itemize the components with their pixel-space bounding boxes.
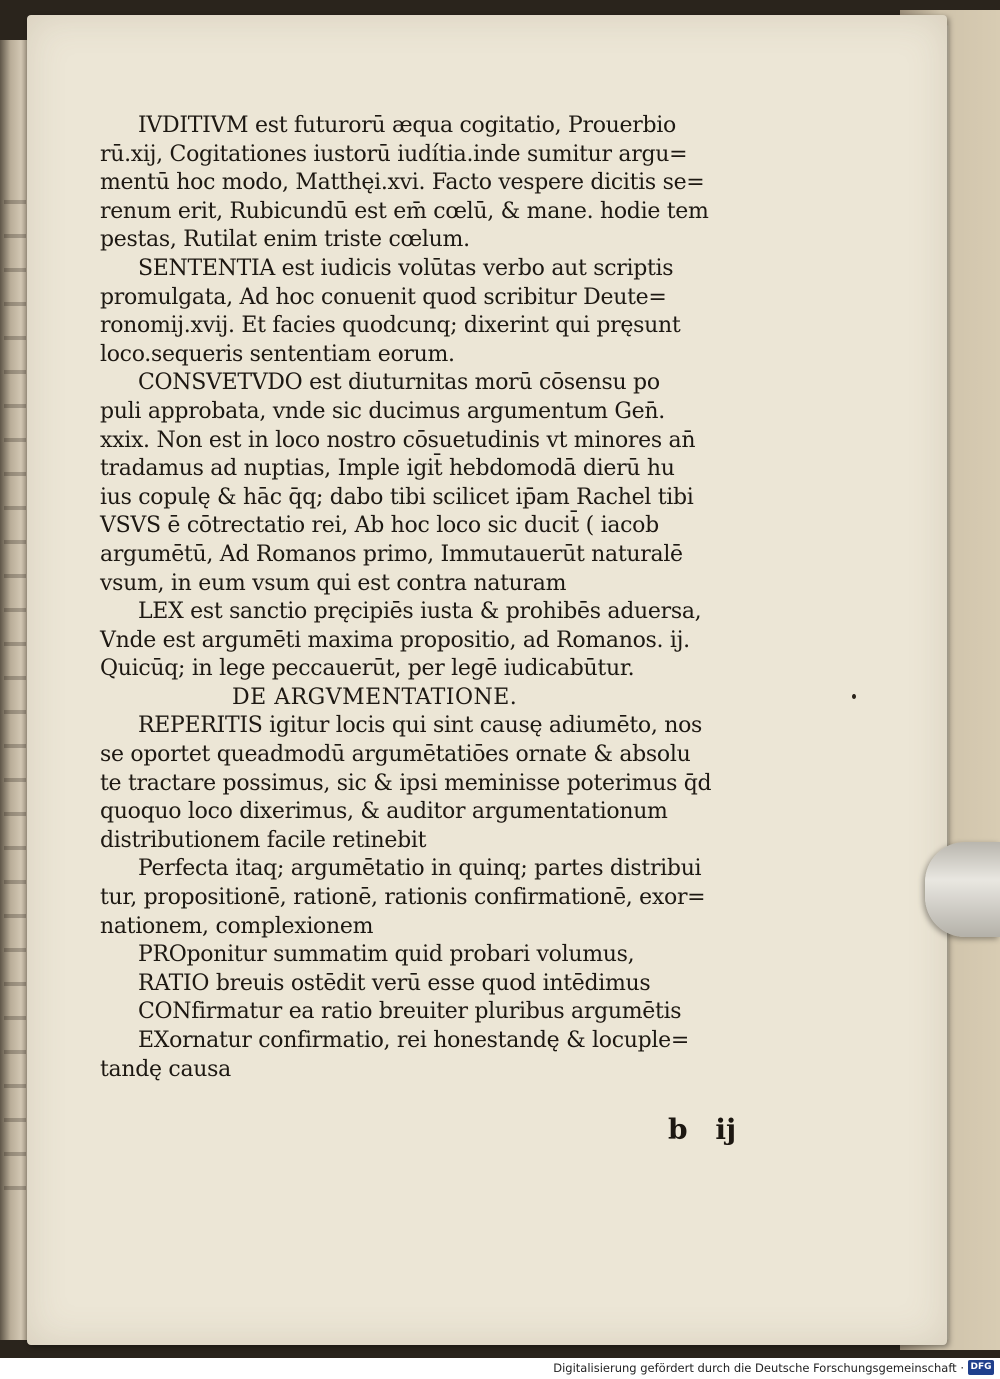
text-line: puli approbata, vnde sic ducimus argumentum Gen̄. xyxy=(100,398,665,424)
footer-credit: Digitalisierung gefördert durch die Deutsche Forschungsgemeinschaft · xyxy=(553,1361,964,1375)
text-line: nationem, complexionem xyxy=(100,913,374,939)
text-line: te tractare possimus, sic & ipsi meminisse poterimus q̄d xyxy=(100,770,712,796)
neighbor-page-edge xyxy=(0,40,30,1340)
text-line: Perfecta itaq; argumētatio in quinq; partes distribui xyxy=(138,856,702,882)
text-line: xxix. Non est in loco nostro cōsuetudinis vt minores an̄ xyxy=(100,427,696,453)
text-line: tandę causa xyxy=(100,1056,231,1082)
text-line: PROponitur summatim quid probari volumus, xyxy=(138,942,635,968)
text-line: rū.xij, Cogitationes iustorū iudítia.inde sumitur argu= xyxy=(100,141,688,167)
text-line: SENTENTIA est iudicis volūtas verbo aut scriptis xyxy=(138,255,674,281)
text-line: Quicūq; in lege peccauerūt, per legē iudicabūtur. xyxy=(100,656,635,682)
text-line: IVDITIVM est futurorū æqua cogitatio, Prouerbio xyxy=(138,113,676,138)
page-clip xyxy=(925,842,1000,937)
dfg-logo-icon: DFG xyxy=(968,1360,994,1375)
text-line: RATIO breuis ostēdit verū esse quod intēdimus xyxy=(138,970,651,996)
text-line: mentū hoc modo, Matthęi.xvi. Facto vespere dicitis se= xyxy=(100,170,705,196)
page-text xyxy=(100,112,780,1084)
section-heading: DE ARGVMENTATIONE. xyxy=(232,684,518,710)
text-line: CONSVETVDO est diuturnitas morū cōsensu po xyxy=(138,370,660,396)
text-line: renum erit, Rubicundū est em̄ cœlū, & mane. hodie tem xyxy=(100,198,709,224)
neighbor-page-text xyxy=(4,200,26,1200)
text-line: VSVS ē cōtrectatio rei, Ab hoc loco sic ducit̄ ( iacob xyxy=(100,513,659,539)
text-line: ius copulę & hāc q̄q; dabo tibi scilicet ip̄am Rachel tibi xyxy=(100,484,694,510)
text-line: vsum, in eum vsum qui est contra naturam xyxy=(100,570,567,596)
text-line: se oportet queadmodū argumētatiōes ornate & absolu xyxy=(100,742,691,768)
text-line: tur, propositionē, rationē, rationis confirmationē, exor= xyxy=(100,885,706,911)
text-line: LEX est sanctio pręcipiēs iusta & prohibēs aduersa, xyxy=(138,599,702,625)
text-line: quoquo loco dixerimus, & auditor argumentationum xyxy=(100,799,668,825)
text-line: loco.sequeris sententiam eorum. xyxy=(100,341,455,367)
signature-mark: b ij xyxy=(668,1113,737,1146)
text-line: REPERITIS igitur locis qui sint causę adiumēto, nos xyxy=(138,713,703,739)
text-line: ronomij.xvij. Et facies quodcunq; dixerint qui pręsunt xyxy=(100,313,681,339)
text-line: tradamus ad nuptias, Imple igit̄ hebdomodā dierū hu xyxy=(100,456,675,482)
footer-bar xyxy=(0,1358,1000,1379)
text-line: EXornatur confirmatio, rei honestandę & locuple= xyxy=(138,1028,690,1053)
text-line: argumētū, Ad Romanos primo, Immutauerūt naturalē xyxy=(100,541,683,567)
text-line: distributionem facile retinebit xyxy=(100,827,427,853)
text-line: CONfirmatur ea ratio breuiter pluribus argumētis xyxy=(138,999,682,1025)
text-line: pestas, Rutilat enim triste cœlum. xyxy=(100,227,470,253)
text-line: Vnde est argumēti maxima propositio, ad Romanos. ij. xyxy=(100,627,690,653)
ink-speck xyxy=(852,694,856,699)
text-line: promulgata, Ad hoc conuenit quod scribitur Deute= xyxy=(100,284,667,310)
